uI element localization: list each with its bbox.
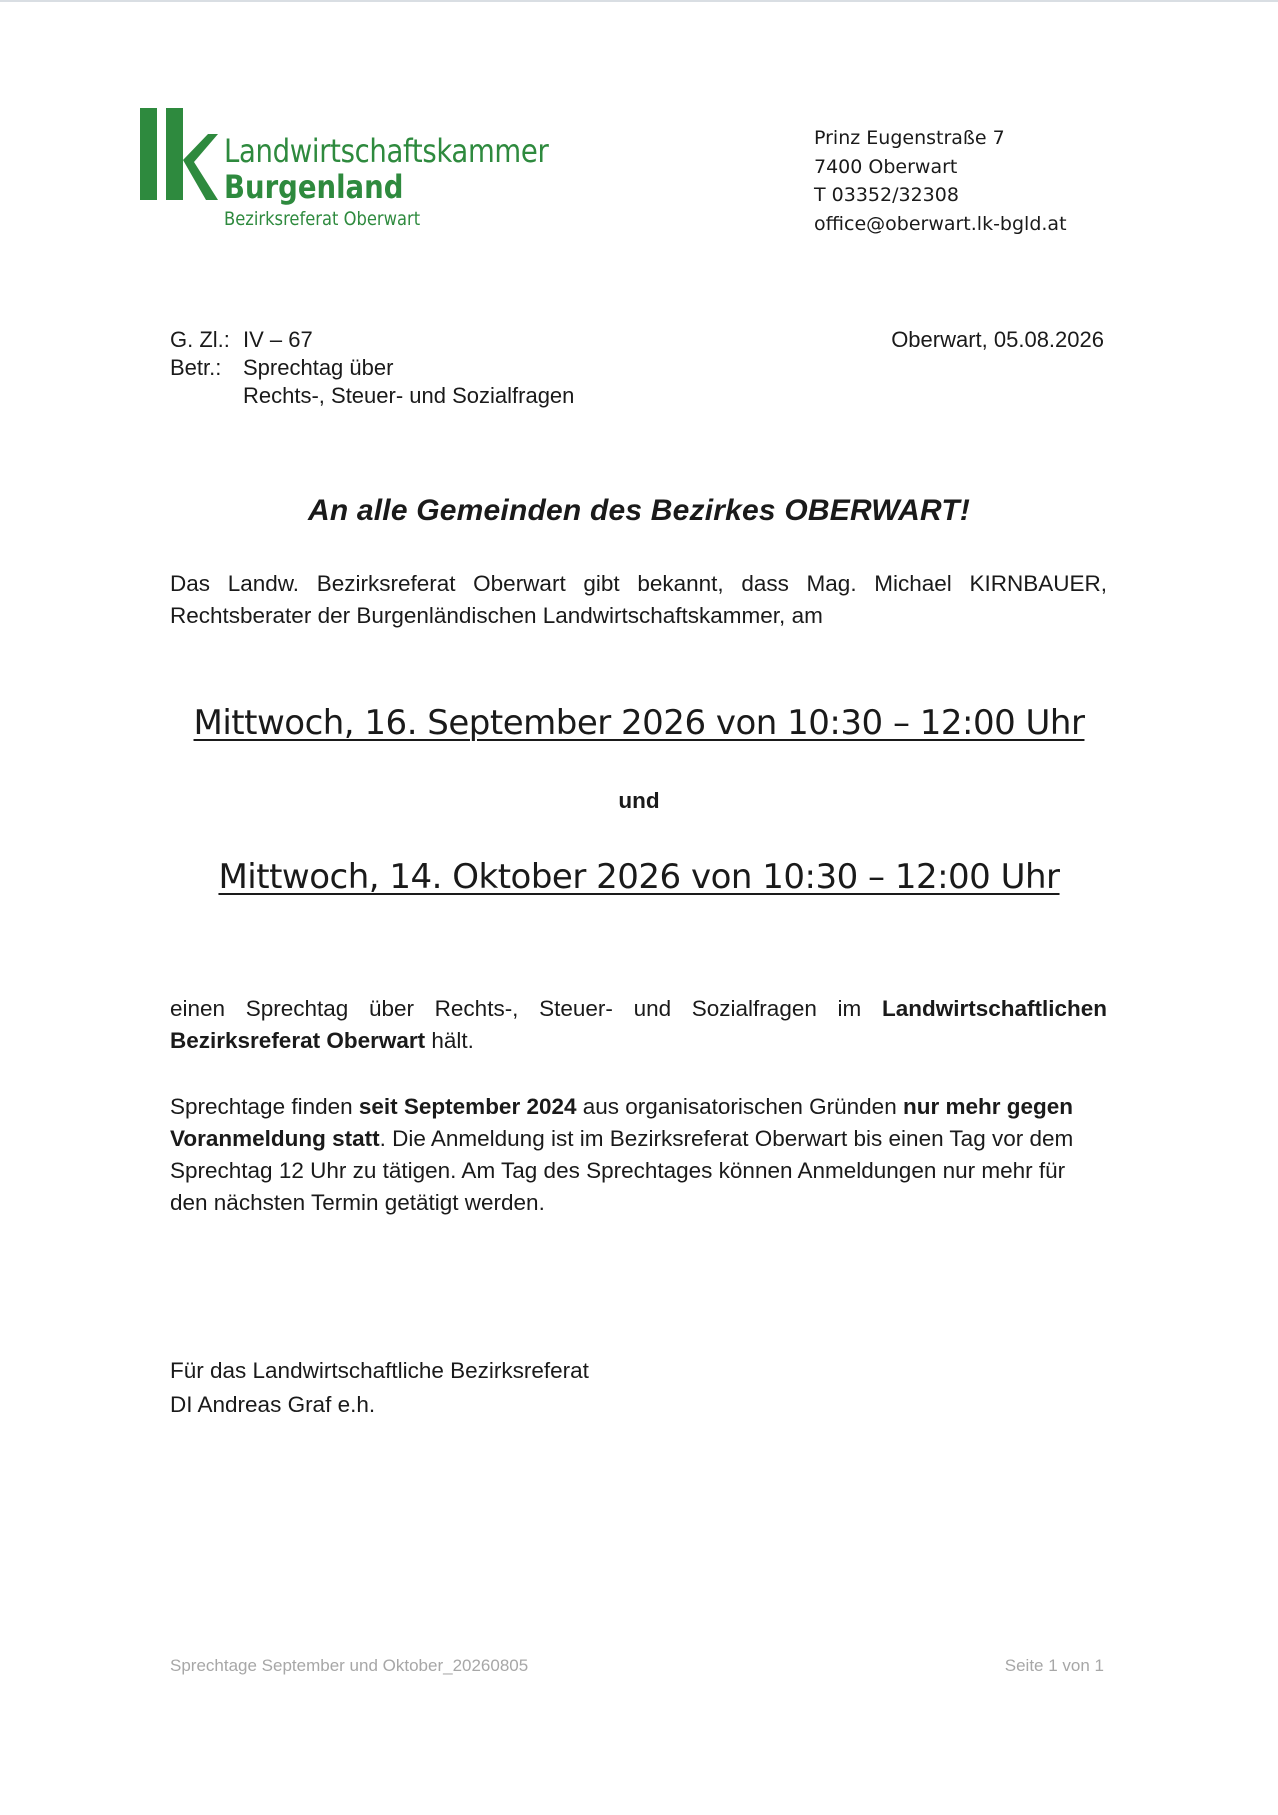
betr-row: [170, 354, 574, 382]
body2-bold-1: Landwirtschaftlichen Bezirksreferat Oberwart: [170, 996, 1107, 1053]
body2-text-2: hält.: [425, 1028, 474, 1053]
address-city: 7400 Oberwart: [814, 155, 958, 178]
address-phone: T 03352/32308: [814, 184, 959, 206]
footer-page-number: Seite 1 von 1: [1004, 1656, 1104, 1675]
body-paragraph-3: [170, 1091, 1107, 1219]
appointment-date-2: Mittwoch, 14. Oktober 2026 von 10:30 – 12:00 Uhr: [218, 857, 1060, 897]
scan-edge: [0, 0, 1278, 2]
body3-bold-1: seit September 2024: [358, 1094, 577, 1119]
appointment-date-1: Mittwoch, 16. September 2026 von 10:30 – 12:00 Uhr: [193, 703, 1085, 743]
address-street: Prinz Eugenstraße 7: [814, 127, 1005, 149]
betr-line2: Rechts-, Steuer- und Sozialfragen: [243, 383, 575, 408]
logo-name-line2: Burgenland: [224, 168, 404, 206]
letter-heading: An alle Gemeinden des Bezirkes OBERWART!: [307, 494, 971, 527]
lk-logo-mark: [138, 108, 220, 202]
betr-row-2: [170, 382, 574, 410]
body3-text-1: Sprechtage finden: [170, 1094, 359, 1119]
betr-line1: Sprechtag über: [243, 355, 394, 380]
gzl-label: G. Zl.:: [170, 327, 230, 352]
body3-text-2: aus organisatorischen Gründen: [576, 1094, 903, 1119]
gzl-value: IV – 67: [243, 327, 313, 352]
body2-text-1: einen Sprechtag über Rechts-, Steuer- und Sozialfragen im: [170, 996, 882, 1021]
address-email: office@oberwart.lk-bgld.at: [814, 212, 1067, 235]
body-paragraph-2: [170, 993, 1107, 1057]
logo-name-line1: Landwirtschaftskammer: [224, 132, 549, 170]
closing-block: [170, 1354, 589, 1422]
logo: [138, 104, 558, 234]
body3-bold-2: nur mehr gegen Voranmeldung statt: [170, 1094, 1073, 1151]
letter-date: Oberwart, 05.08.2026: [891, 327, 1104, 352]
closing-signature: DI Andreas Graf e.h.: [170, 1392, 376, 1417]
gzl-row: [170, 326, 574, 354]
logo-subtitle: Bezirksreferat Oberwart: [224, 208, 421, 230]
reference-block: [170, 326, 574, 410]
betr-label: Betr.:: [170, 355, 222, 380]
footer-filename: Sprechtage September und Oktober_20260805: [170, 1656, 529, 1675]
connector-und: und: [618, 788, 660, 813]
intro-paragraph: Das Landw. Bezirksreferat Oberwart gibt bekannt, dass Mag. Michael KIRNBAUER, Rechtsberater der Burgenländischen Landwirtschaftskammer, am: [170, 571, 1107, 628]
sender-address: [814, 124, 1067, 238]
closing-line1: Für das Landwirtschaftliche Bezirksreferat: [170, 1358, 589, 1383]
body3-text-3: . Die Anmeldung ist im Bezirksreferat Oberwart bis einen Tag vor dem Sprechtag 12 Uhr zu tätigen. Am Tag des Sprechtages können Anmeldungen nur mehr für den nächsten Termin getätigt werden.: [170, 1126, 1074, 1215]
